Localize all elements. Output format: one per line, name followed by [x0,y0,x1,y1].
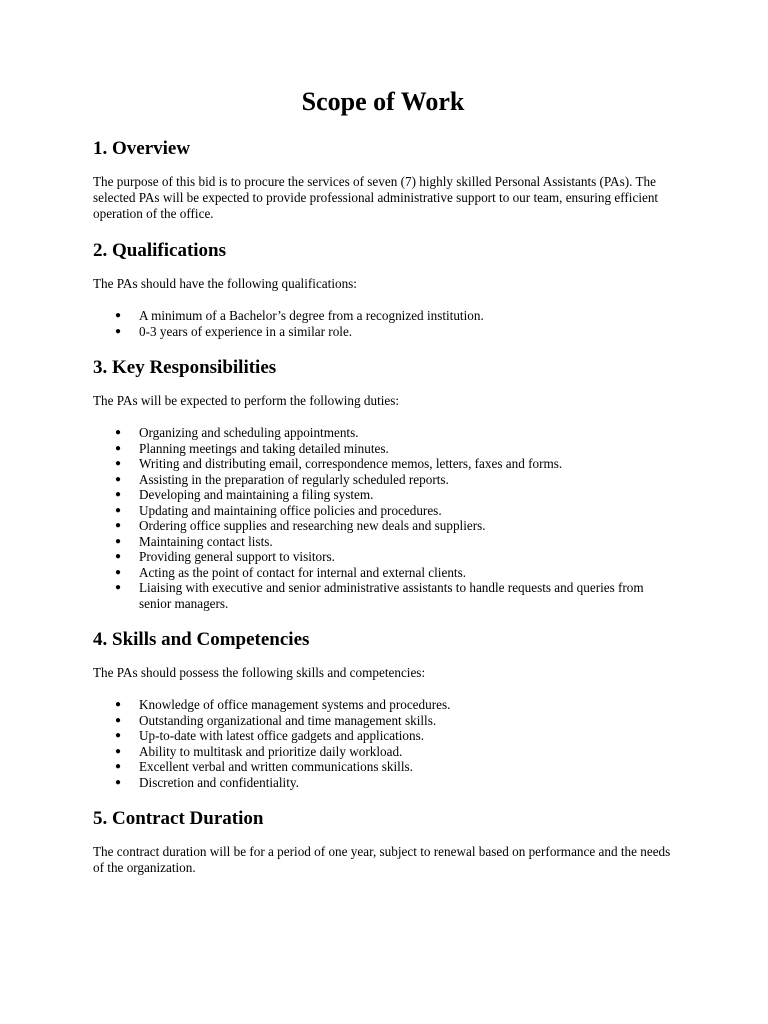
bullet-icon: ● [115,427,122,438]
list-item: ● Providing general support to visitors. [115,549,335,564]
section-heading: 1. Overview [93,138,191,159]
list-item: ● Liaising with executive and senior administrative assistants to handle requests and queries from senior managers. [115,580,644,611]
skills-list [93,697,673,790]
bullet-icon: ● [115,442,122,454]
list-item: ● 0-3 years of experience in a similar role. [115,323,353,339]
bullet-icon: ● [115,761,122,772]
list-item: ● Updating and maintaining office policies and procedures. [115,502,442,518]
list-item: ● Developing and maintaining a filing system. [115,487,374,502]
section-paragraph: The PAs should possess the following skills and competencies: [93,665,426,680]
bullet-icon: ● [115,310,122,321]
list-item: ● Discretion and confidentiality. [115,774,299,790]
list-item: ● A minimum of a Bachelor’s degree from a recognized institution. [115,308,484,323]
section-heading: 2. Qualifications [93,240,227,261]
bullet-icon: ● [115,745,122,757]
bullet-icon: ● [115,489,122,500]
list-item: ● Planning meetings and taking detailed minutes. [115,440,389,456]
list-item: ● Excellent verbal and written communications skills. [115,759,413,774]
bullet-icon: ● [115,730,122,741]
section-skills-competencies [93,627,673,790]
document-title: Scope of Work [301,87,465,116]
section-paragraph: The purpose of this bid is to procure the services of seven (7) highly skilled Personal Assistants (PAs). The selected PAs will be expected to provide professional administrative support to our team, ensuring efficient operation of the office. [93,174,659,221]
list-item: ● Organizing and scheduling appointments. [115,425,359,440]
section-overview [93,136,673,222]
bullet-icon: ● [115,714,122,726]
section-key-responsibilities [93,355,673,611]
list-item: ● Maintaining contact lists. [115,533,273,549]
bullet-icon: ● [115,776,122,788]
list-item: ● Outstanding organizational and time management skills. [115,712,437,728]
section-paragraph: The PAs should have the following qualifications: [93,276,357,291]
responsibilities-list [93,425,673,611]
list-item: ● Up-to-date with latest office gadgets and applications. [115,728,425,743]
section-qualifications [93,238,673,339]
list-item: ● Ordering office supplies and researching new deals and suppliers. [115,518,486,533]
bullet-icon: ● [115,551,122,562]
section-paragraph: The contract duration will be for a period of one year, subject to renewal based on performance and the needs of the organization. [93,844,671,875]
bullet-icon: ● [115,458,122,469]
document-page [93,82,673,876]
bullet-icon: ● [115,520,122,531]
section-heading: 4. Skills and Competencies [93,629,310,650]
bullet-icon: ● [115,504,122,516]
list-item: ● Writing and distributing email, correspondence memos, letters, faxes and forms. [115,456,563,471]
section-paragraph: The PAs will be expected to perform the following duties: [93,393,400,408]
list-item: ● Acting as the point of contact for internal and external clients. [115,564,467,580]
bullet-icon: ● [115,566,122,578]
list-item: ● Ability to multitask and prioritize daily workload. [115,743,403,759]
bullet-icon: ● [115,699,122,710]
qualifications-list [93,308,673,339]
section-heading: 5. Contract Duration [93,808,264,829]
section-contract-duration [93,806,673,876]
list-item: ● Assisting in the preparation of regularly scheduled reports. [115,471,449,487]
section-heading: 3. Key Responsibilities [93,357,277,378]
bullet-icon: ● [115,325,122,337]
bullet-icon: ● [115,473,122,485]
list-item: ● Knowledge of office management systems and procedures. [115,697,451,712]
bullet-icon: ● [115,535,122,547]
bullet-icon: ● [115,582,122,593]
